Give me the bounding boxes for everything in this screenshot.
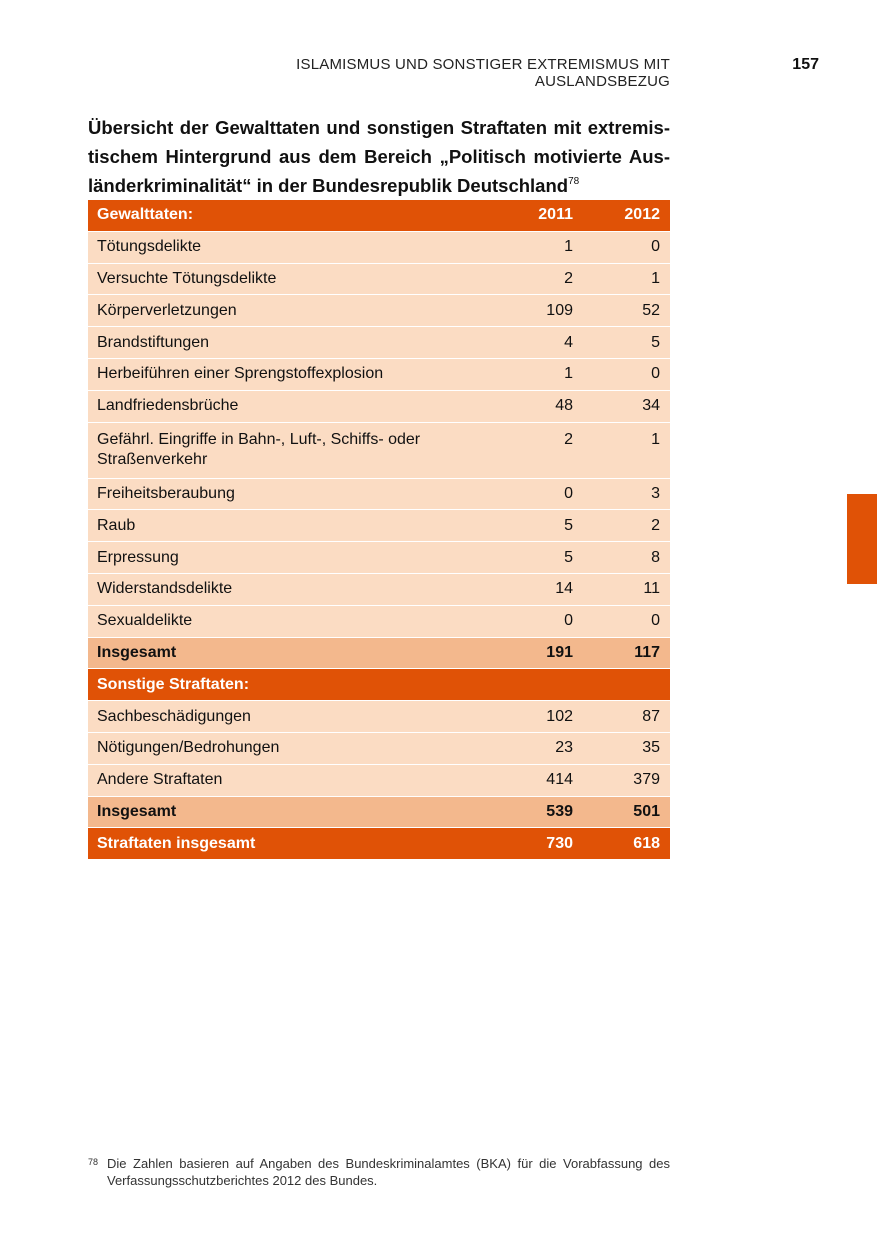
table-row	[88, 764, 670, 796]
value-2012: 35	[583, 732, 670, 764]
footnote	[88, 1155, 670, 1189]
row-label: Landfriedensbrüche	[88, 390, 467, 422]
table-row	[88, 358, 670, 390]
value-2012: 379	[583, 764, 670, 796]
value-2011: 2	[467, 422, 583, 478]
row-label: Nötigungen/Bedrohungen	[88, 732, 467, 764]
value-2011: 102	[467, 701, 583, 733]
section-header-other-crimes	[88, 669, 670, 701]
value-2012: 8	[583, 542, 670, 574]
row-label: Andere Straftaten	[88, 764, 467, 796]
table-row	[88, 732, 670, 764]
subtotal-label: Insgesamt	[88, 796, 467, 828]
value-2011: 1	[467, 358, 583, 390]
subtotal-2011: 191	[467, 637, 583, 669]
subtotal-row-violent-crimes	[88, 637, 670, 669]
table-row	[88, 542, 670, 574]
chapter-tab-marker	[847, 494, 877, 584]
table-row	[88, 510, 670, 542]
table-row	[88, 390, 670, 422]
value-2012: 3	[583, 478, 670, 510]
value-2012: 1	[583, 263, 670, 295]
value-2011: 0	[467, 478, 583, 510]
value-2011: 14	[467, 573, 583, 605]
value-2012: 87	[583, 701, 670, 733]
subtotal-2012: 501	[583, 796, 670, 828]
row-label: Raub	[88, 510, 467, 542]
table-title-text: Übersicht der Gewalttaten und sonstigen Straftaten mit extremistischem Hintergrund aus dem Bereich „Politisch motivierte Ausländerkriminalität“ in der Bundesrepublik Deutschland	[88, 117, 670, 196]
table-title	[88, 113, 670, 200]
value-2011: 2	[467, 263, 583, 295]
table-row	[88, 422, 670, 478]
table-row	[88, 327, 670, 359]
table-row	[88, 263, 670, 295]
row-label: Freiheitsberaubung	[88, 478, 467, 510]
row-label: Erpressung	[88, 542, 467, 574]
subtotal-label: Insgesamt	[88, 637, 467, 669]
value-2012: 11	[583, 573, 670, 605]
value-2011: 4	[467, 327, 583, 359]
section-label: Gewalttaten:	[88, 200, 467, 231]
grand-total-row	[88, 828, 670, 860]
table-row	[88, 478, 670, 510]
column-header-2012: 2012	[583, 200, 670, 231]
value-2012: 1	[583, 422, 670, 478]
value-2012: 2	[583, 510, 670, 542]
footnote-text: Die Zahlen basieren auf Angaben des Bundeskriminalamtes (BKA) für die Vorabfassung des Verfassungsschutzberichtes 2012 des Bundes.	[107, 1156, 670, 1188]
row-label: Versuchte Tötungsdelikte	[88, 263, 467, 295]
row-label: Herbeiführen einer Sprengstoffexplosion	[88, 358, 467, 390]
empty-cell	[583, 669, 670, 701]
value-2011: 1	[467, 231, 583, 263]
subtotal-2011: 539	[467, 796, 583, 828]
value-2011: 414	[467, 764, 583, 796]
row-label: Widerstandsdelikte	[88, 573, 467, 605]
crime-statistics-table	[88, 200, 670, 860]
footnote-reference: 78	[568, 176, 580, 187]
section-label: Sonstige Straftaten:	[88, 669, 467, 701]
value-2011: 5	[467, 542, 583, 574]
value-2011: 0	[467, 605, 583, 637]
table-row	[88, 605, 670, 637]
subtotal-2012: 117	[583, 637, 670, 669]
page-number: 157	[792, 56, 819, 73]
column-header-2011: 2011	[467, 200, 583, 231]
grand-total-2011: 730	[467, 828, 583, 860]
subtotal-row-other-crimes	[88, 796, 670, 828]
value-2012: 52	[583, 295, 670, 327]
row-label: Sachbeschädigungen	[88, 701, 467, 733]
row-label: Körperverletzungen	[88, 295, 467, 327]
table-row	[88, 295, 670, 327]
value-2011: 48	[467, 390, 583, 422]
value-2011: 5	[467, 510, 583, 542]
row-label: Tötungsdelikte	[88, 231, 467, 263]
value-2012: 0	[583, 231, 670, 263]
footnote-mark: 78	[88, 1157, 99, 1167]
value-2011: 23	[467, 732, 583, 764]
row-label: Brandstiftungen	[88, 327, 467, 359]
value-2012: 0	[583, 358, 670, 390]
row-label: Sexualdelikte	[88, 605, 467, 637]
table-row	[88, 573, 670, 605]
section-header-violent-crimes	[88, 200, 670, 231]
value-2011: 109	[467, 295, 583, 327]
grand-total-2012: 618	[583, 828, 670, 860]
table-row	[88, 701, 670, 733]
value-2012: 34	[583, 390, 670, 422]
row-label: Gefährl. Eingriffe in Bahn-, Luft-, Schiffs- oder Straßenverkehr	[88, 422, 467, 478]
value-2012: 5	[583, 327, 670, 359]
grand-total-label: Straftaten insgesamt	[88, 828, 467, 860]
value-2012: 0	[583, 605, 670, 637]
empty-cell	[467, 669, 583, 701]
table-row	[88, 231, 670, 263]
running-title: ISLAMISMUS UND SONSTIGER EXTREMISMUS MIT AUSLANDSBEZUG	[296, 56, 670, 90]
